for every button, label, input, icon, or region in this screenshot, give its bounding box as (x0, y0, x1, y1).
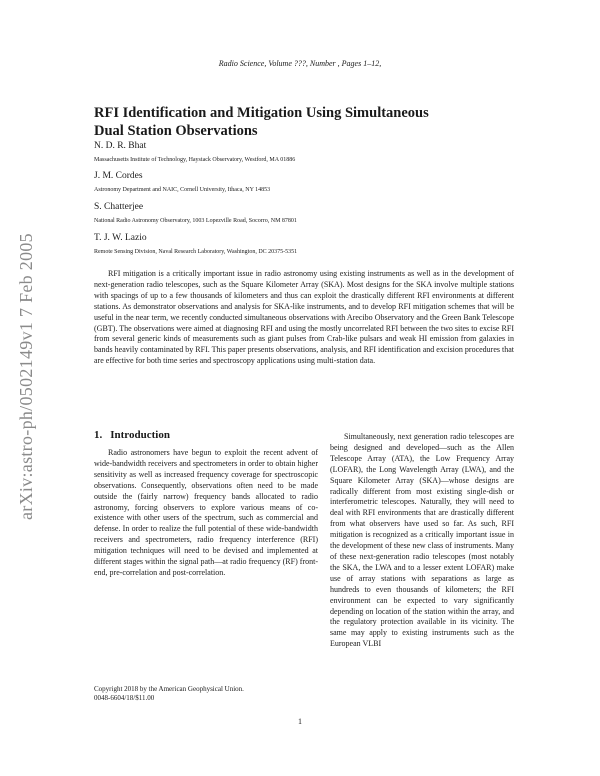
author-name: J. M. Cordes (94, 171, 143, 181)
page-number: 1 (298, 717, 302, 726)
section-number: 1. (94, 429, 103, 441)
intro-column-right: Simultaneously, next generation radio telescopes are being designed and developed—such as the Allen Telescope Array (ATA), the Low Frequency Array (LOFAR), the Long Wavelength Array (LWA), and the Square Kilometer Array (SKA)—whose designs are radically different from most existing single-dish or interferometric telescopes. Naturally, they will need to deal with RFI environments that are drastically different from what observers have used so far. As such, RFI mitigation is recognized as a critically important issue in the development of these new class of instruments. Many of these next-generation radio telescopes (most notably the SKA, the LWA and to a lesser extent LOFAR) make use of array stations with separations as large as hundreds to even thousands of kilometers; the RFI environment can be expected to vary significantly depending on location of the station within the array, and the regulatory protection available in its vicinity. The same may apply to existing instruments such as the European VLBI (330, 432, 514, 649)
title-line-1: RFI Identification and Mitigation Using Simultaneous (94, 105, 429, 121)
section-title: Introduction (110, 429, 170, 441)
paper-title (94, 104, 514, 140)
journal-header: Radio Science, Volume ???, Number , Pages 1–12, (218, 59, 382, 68)
author-affiliation: Astronomy Department and NAIC, Cornell University, Ithaca, NY 14853 (94, 187, 271, 193)
section-heading (94, 429, 170, 441)
author-name: N. D. R. Bhat (94, 141, 147, 151)
copyright-notice (94, 685, 244, 703)
copyright-line: Copyright 2018 by the American Geophysical Union. (94, 685, 244, 693)
author-name: T. J. W. Lazio (94, 233, 147, 243)
intro-column-left: Radio astronomers have begun to exploit the recent advent of wide-bandwidth receivers and spectrometers in order to obtain higher sensitivity as well as increased frequency coverage for spectroscopic observations. Consequently, observations often need to be made outside the (fairly narrow) frequency bands allocated to radio astronomy, forcing observers to explore various means of co-existence with other users of the spectrum, such as commercial and defense. In order to realize the full potential of these wide-bandwidth receivers and spectrometers, radio frequency interference (RFI) mitigation techniques will need to be devised and implemented at different stages within the signal path—at radio frequency (RF) front-end, pre-correlation and post-correlation. (94, 448, 318, 577)
author-name: S. Chatterjee (94, 202, 144, 212)
abstract: RFI mitigation is a critically important issue in radio astronomy using existing instruments as well as in the development of next-generation radio telescopes, such as the Square Kilometer Array (SKA). Most designs for the SKA involve multiple stations with spacings of up to a few thousands of kilometers and thus can exploit the drastically different RFI environments at different stations. As demonstrator observations and analysis for SKA-like instruments, and to develop RFI mitigation schemes that will be useful in the near term, we recently conducted simultaneous observations with Arecibo Observatory and the Green Bank Telescope (GBT). The observations were aimed at diagnosing RFI and using the mostly uncorrelated RFI between the two sites to excise RFI from several generic kinds of measurements such as giant pulses from Crab-like pulsars and weak HI emission from galaxies in bands heavily contaminated by RFI. This paper presents observations, analysis, and RFI identification and excision procedures that are effective for both time series and spectroscopy applications using multi-station data. (94, 269, 514, 366)
author-affiliation: National Radio Astronomy Observatory, 1003 Lopezville Road, Socorro, NM 87801 (94, 218, 297, 224)
author-affiliation: Massachusetts Institute of Technology, Haystack Observatory, Westford, MA 01886 (94, 157, 296, 163)
author-affiliation: Remote Sensing Division, Naval Research Laboratory, Washington, DC 20375-5351 (94, 249, 298, 255)
issn-line: 0048-6604/18/$11.00 (94, 694, 155, 702)
arxiv-stamp: arXiv:astro-ph/0502149v1 7 Feb 2005 (16, 233, 36, 520)
title-line-2: Dual Station Observations (94, 123, 258, 139)
